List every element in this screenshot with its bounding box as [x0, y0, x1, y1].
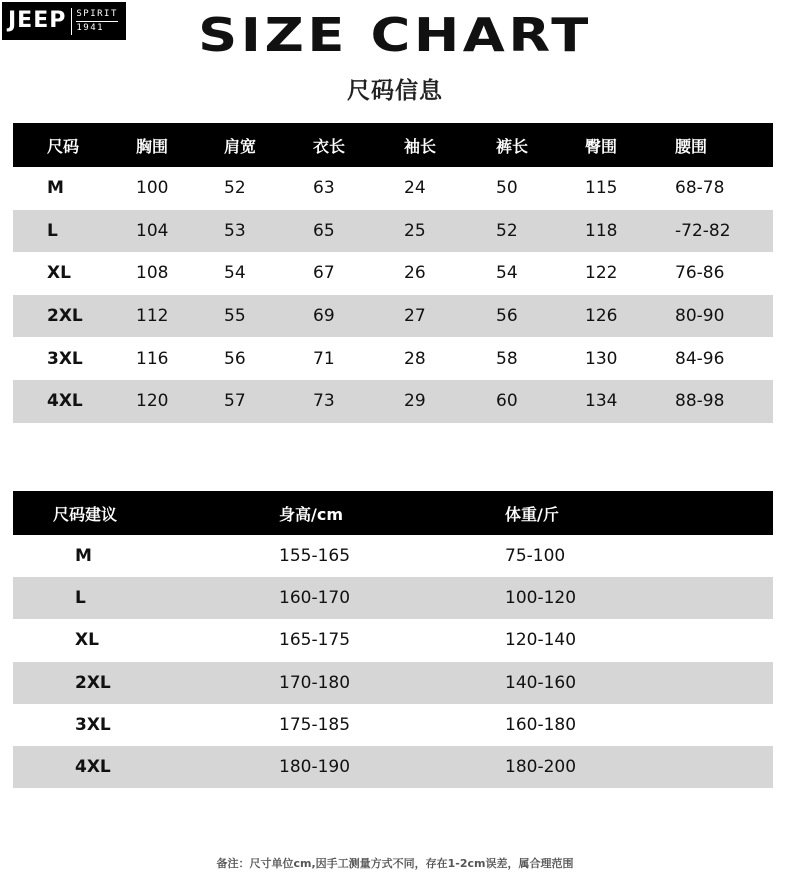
rec-table-size-cell: 3XL [75, 714, 111, 735]
size-table-value-cell: 115 [585, 178, 618, 199]
footnote: 备注：尺寸单位cm,因手工测量方式不同，存在1-2cm误差，属合理范围 [216, 857, 574, 870]
rec-table-header-cell: 尺码建议 [53, 504, 118, 524]
size-table-header-cell: 尺码 [47, 136, 80, 156]
size-table-header-cell: 衣长 [313, 136, 346, 156]
size-table-value-cell: 27 [404, 306, 426, 327]
rec-table-row [13, 746, 773, 788]
size-table-header-cell: 臀围 [585, 136, 618, 156]
size-table-size-cell: 4XL [47, 391, 83, 412]
rec-table-row [13, 535, 773, 577]
rec-table-size-cell: L [75, 588, 86, 609]
size-measurement-table [13, 123, 773, 423]
size-table-value-cell: 65 [313, 220, 335, 241]
rec-table-value-cell: 120-140 [505, 630, 577, 651]
rec-table-row [13, 704, 773, 746]
size-table-row [13, 337, 773, 380]
size-table-value-cell: 116 [136, 348, 169, 369]
size-table-size-cell: L [47, 220, 58, 241]
size-table-value-cell: 29 [404, 391, 426, 412]
size-table-value-cell: 56 [496, 306, 518, 327]
rec-table-value-cell: 160-170 [279, 588, 351, 609]
size-table-value-cell: 68-78 [675, 178, 725, 199]
logo-line-2: 1941 [76, 21, 118, 35]
rec-table-value-cell: 170-180 [279, 672, 351, 693]
size-table-value-cell: 54 [496, 263, 518, 284]
page-subtitle: 尺码信息 [347, 78, 443, 104]
rec-table-value-cell: 175-185 [279, 714, 351, 735]
rec-table-value-cell: 155-165 [279, 546, 351, 567]
rec-table-header-row [13, 491, 773, 535]
size-table-value-cell: 60 [496, 391, 518, 412]
size-table-value-cell: 118 [585, 220, 618, 241]
size-table-value-cell: 50 [496, 178, 518, 199]
size-table-size-cell: 3XL [47, 348, 83, 369]
rec-table-header-cell: 体重/斤 [505, 504, 559, 524]
size-table-header-cell: 胸围 [136, 136, 169, 156]
rec-table-value-cell: 180-200 [505, 757, 577, 778]
size-table-row [13, 252, 773, 295]
rec-table-value-cell: 100-120 [505, 588, 577, 609]
size-table-size-cell: M [47, 178, 64, 199]
size-table-value-cell: 71 [313, 348, 335, 369]
size-table-header-cell: 腰围 [675, 136, 708, 156]
size-table-size-cell: XL [47, 263, 71, 284]
rec-table-size-cell: XL [75, 630, 99, 651]
size-table-value-cell: 67 [313, 263, 335, 284]
size-table-value-cell: -72-82 [675, 220, 731, 241]
size-table-header-row [13, 123, 773, 167]
rec-table-size-cell: 2XL [75, 672, 111, 693]
size-table-header-cell: 袖长 [404, 136, 437, 156]
size-table-value-cell: 25 [404, 220, 426, 241]
size-table-value-cell: 76-86 [675, 263, 725, 284]
size-table-row [13, 295, 773, 338]
rec-table-header-cell: 身高/cm [279, 504, 344, 524]
size-table-value-cell: 120 [136, 391, 169, 412]
size-table-value-cell: 108 [136, 263, 169, 284]
size-table-value-cell: 126 [585, 306, 618, 327]
size-table-value-cell: 52 [496, 220, 518, 241]
size-table-value-cell: 104 [136, 220, 169, 241]
size-table-value-cell: 57 [224, 391, 246, 412]
size-table-value-cell: 130 [585, 348, 618, 369]
size-table-value-cell: 69 [313, 306, 335, 327]
rec-table-row [13, 577, 773, 619]
size-table-value-cell: 58 [496, 348, 518, 369]
rec-table-value-cell: 75-100 [505, 546, 566, 567]
size-table-value-cell: 53 [224, 220, 246, 241]
size-table-value-cell: 55 [224, 306, 246, 327]
size-table-row [13, 167, 773, 210]
size-table-value-cell: 54 [224, 263, 246, 284]
size-table-value-cell: 80-90 [675, 306, 725, 327]
size-table-value-cell: 112 [136, 306, 169, 327]
rec-table-row [13, 619, 773, 661]
rec-table-value-cell: 160-180 [505, 714, 577, 735]
rec-table-size-cell: M [75, 546, 92, 567]
size-table-value-cell: 84-96 [675, 348, 725, 369]
size-table-row [13, 380, 773, 423]
logo-line-1: SPIRIT [76, 8, 118, 19]
rec-table-value-cell: 180-190 [279, 757, 351, 778]
size-recommendation-table [13, 491, 773, 788]
size-table-header-cell: 裤长 [496, 136, 529, 156]
size-table-value-cell: 56 [224, 348, 246, 369]
page-title: SIZE CHART [198, 8, 592, 62]
size-table-value-cell: 134 [585, 391, 618, 412]
size-table-value-cell: 26 [404, 263, 426, 284]
rec-table-size-cell: 4XL [75, 757, 111, 778]
size-table-value-cell: 100 [136, 178, 169, 199]
rec-table-row [13, 662, 773, 704]
size-table-value-cell: 63 [313, 178, 335, 199]
size-table-header-cell: 肩宽 [224, 136, 257, 156]
size-table-value-cell: 52 [224, 178, 246, 199]
size-table-row [13, 210, 773, 253]
size-table-value-cell: 122 [585, 263, 618, 284]
rec-table-value-cell: 140-160 [505, 672, 577, 693]
size-table-value-cell: 73 [313, 391, 335, 412]
logo-wordmark: JEEP [8, 8, 67, 33]
size-table-value-cell: 88-98 [675, 391, 725, 412]
rec-table-value-cell: 165-175 [279, 630, 351, 651]
size-table-value-cell: 24 [404, 178, 426, 199]
size-table-value-cell: 28 [404, 348, 426, 369]
size-table-size-cell: 2XL [47, 306, 83, 327]
